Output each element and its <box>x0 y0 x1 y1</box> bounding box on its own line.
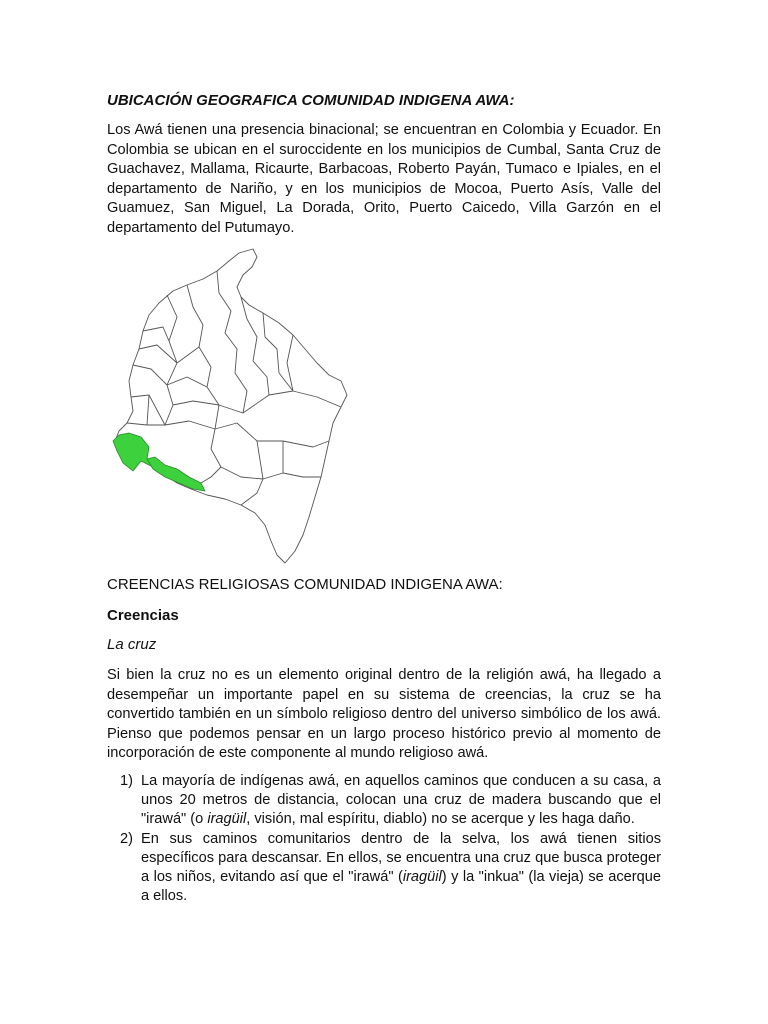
colombia-map <box>107 245 357 570</box>
beliefs-list <box>107 772 661 906</box>
subsubsection-title: La cruz <box>107 636 157 653</box>
section-title: CREENCIAS RELIGIOSAS COMUNIDAD INDIGENA AWA: <box>107 576 503 593</box>
list-item <box>107 830 661 907</box>
list-item-italic: iragüil <box>207 811 247 828</box>
list-item-text: La mayoría de indígenas awá, en aquellos caminos que conducen a su casa, a unos 20 metros de distancia, colocan una cruz de madera buscando que el "irawá" (o <box>141 773 661 828</box>
list-item <box>107 772 661 830</box>
list-item-text-end: , visión, mal espíritu, diablo) no se acerque y les haga daño. <box>246 811 635 828</box>
cross-paragraph: Si bien la cruz no es un elemento original dentro de la religión awá, ha llegado a desempeñar un importante papel en su sistema de creencias, la cruz se ha convertido también en un símbolo religioso dentro del universo simbólico de los awá. Pienso que podemos pensar en un largo proceso histórico previo al momento de incorporación de este componente al mundo religioso awá. <box>107 667 661 762</box>
subsection-title: Creencias <box>107 607 179 624</box>
list-item-italic: iragüil <box>402 869 442 886</box>
list-item-text-end: ) y la "inkua" (la vieja) se acerque a ellos. <box>141 869 661 905</box>
list-item-number: 2) <box>120 830 133 847</box>
list-item-text: En sus caminos comunitarios dentro de la selva, los awá tienen sitios específicos para descansar. En ellos, se encuentra una cruz que busca proteger a los niños, evitando así que el "irawá" ( <box>141 830 661 886</box>
list-item-number: 1) <box>120 773 133 789</box>
map-country-outline <box>115 249 347 563</box>
page-heading: UBICACIÓN GEOGRAFICA COMUNIDAD INDIGENA AWA: <box>107 92 515 109</box>
intro-paragraph: Los Awá tienen una presencia binacional; se encuentran en Colombia y Ecuador. En Colombia se ubican en el suroccidente en los municipios de Cumbal, Santa Cruz de Guachavez, Mallama, Ricaurte, Barbacoas, Roberto Payán, Tumaco e Ipiales, en el departamento de Nariño, y en los municipios de Mocoa, Puerto Asís, Valle del Guamuez, San Miguel, La Dorada, Orito, Puerto Caicedo, Villa Garzón en el departamento del Putumayo. <box>107 122 661 236</box>
